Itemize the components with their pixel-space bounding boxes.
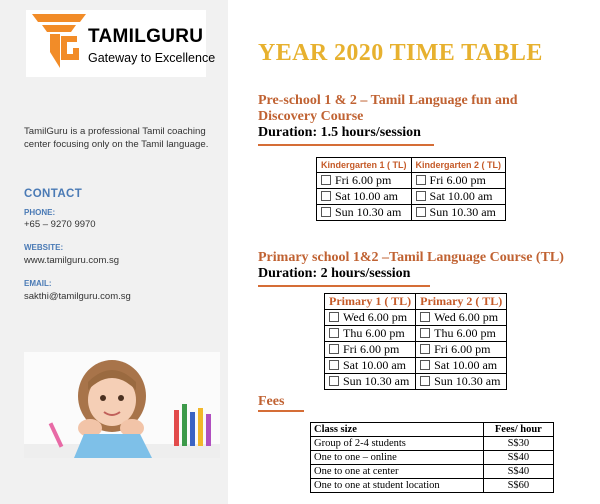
fees-underline bbox=[258, 410, 304, 412]
table-row bbox=[325, 342, 507, 358]
session-time: Sat 10.00 am bbox=[434, 358, 498, 372]
class-size: One to one at center bbox=[311, 465, 484, 479]
tamilguru-logo-icon bbox=[30, 12, 88, 74]
preschool-heading-line2: Discovery Course bbox=[258, 109, 364, 124]
sidebar bbox=[0, 0, 228, 504]
table-row bbox=[311, 437, 554, 451]
checkbox-icon bbox=[329, 328, 339, 338]
checkbox-icon bbox=[329, 376, 339, 386]
preschool-heading-line1: Pre-school 1 & 2 – Tamil Language fun and bbox=[258, 93, 518, 108]
session-time: Sat 10.00 am bbox=[429, 189, 493, 203]
table-row bbox=[325, 374, 507, 390]
column-header: Primary 1 ( TL) bbox=[325, 294, 416, 310]
checkbox-icon bbox=[416, 175, 426, 185]
primary-underline bbox=[258, 285, 430, 287]
phone-value: +65 – 9270 9970 bbox=[24, 219, 96, 230]
website-link[interactable]: www.tamilguru.com.sg bbox=[24, 255, 120, 266]
phone-label: PHONE: bbox=[24, 208, 56, 217]
table-row bbox=[317, 173, 506, 189]
session-time: Thu 6.00 pm bbox=[434, 326, 496, 340]
checkbox-icon bbox=[329, 344, 339, 354]
session-time: Wed 6.00 pm bbox=[434, 310, 499, 324]
checkbox-icon bbox=[420, 360, 430, 370]
preschool-underline bbox=[258, 144, 434, 146]
column-header: Kindergarten 2 ( TL) bbox=[411, 158, 506, 173]
session-time: Sun 10.30 am bbox=[343, 374, 410, 388]
session-time: Wed 6.00 pm bbox=[343, 310, 408, 324]
table-header-row bbox=[311, 423, 554, 437]
checkbox-icon bbox=[420, 344, 430, 354]
preschool-duration: Duration: 1.5 hours/session bbox=[258, 125, 421, 140]
session-time: Fri 6.00 pm bbox=[434, 342, 491, 356]
email-link[interactable]: sakthi@tamilguru.com.sg bbox=[24, 291, 131, 302]
logo-title: TAMILGURU bbox=[88, 26, 204, 47]
session-time: Sun 10.30 am bbox=[429, 205, 496, 219]
fee-value: S$30 bbox=[483, 437, 553, 451]
table-row bbox=[325, 358, 507, 374]
about-text: TamilGuru is a professional Tamil coaching center focusing only on the Tamil language. bbox=[24, 126, 209, 150]
session-time: Fri 6.00 pm bbox=[429, 173, 486, 187]
table-row bbox=[317, 189, 506, 205]
session-time: Sun 10.30 am bbox=[335, 205, 402, 219]
table-row bbox=[311, 465, 554, 479]
logo bbox=[26, 10, 216, 77]
class-size: One to one – online bbox=[311, 451, 484, 465]
website-label: WEBSITE: bbox=[24, 243, 64, 252]
table-header-row bbox=[325, 294, 507, 310]
checkbox-icon bbox=[420, 312, 430, 322]
column-header: Primary 2 ( TL) bbox=[416, 294, 507, 310]
logo-tagline: Gateway to Excellence bbox=[88, 51, 216, 65]
class-size: Group of 2-4 students bbox=[311, 437, 484, 451]
session-time: Sat 10.00 am bbox=[335, 189, 398, 203]
table-header-row bbox=[317, 158, 506, 173]
primary-heading: Primary school 1&2 –Tamil Language Course (TL) bbox=[258, 250, 564, 265]
session-time: Thu 6.00 pm bbox=[343, 326, 405, 340]
fees-table bbox=[310, 422, 554, 493]
table-row bbox=[317, 205, 506, 221]
session-time: Sat 10.00 am bbox=[343, 358, 406, 372]
session-time: Fri 6.00 pm bbox=[335, 173, 392, 187]
fee-value: S$60 bbox=[483, 479, 553, 493]
class-size: One to one at student location bbox=[311, 479, 484, 493]
column-header: Fees/ hour bbox=[483, 423, 553, 437]
email-label: EMAIL: bbox=[24, 279, 52, 288]
column-header: Kindergarten 1 ( TL) bbox=[317, 158, 412, 173]
table-row bbox=[325, 326, 507, 342]
preschool-timetable bbox=[316, 157, 506, 221]
checkbox-icon bbox=[420, 376, 430, 386]
checkbox-icon bbox=[321, 191, 331, 201]
fee-value: S$40 bbox=[483, 451, 553, 465]
checkbox-icon bbox=[416, 191, 426, 201]
checkbox-icon bbox=[321, 207, 331, 217]
session-time: Fri 6.00 pm bbox=[343, 342, 400, 356]
checkbox-icon bbox=[416, 207, 426, 217]
page-title: YEAR 2020 TIME TABLE bbox=[258, 40, 543, 66]
fee-value: S$40 bbox=[483, 465, 553, 479]
session-time: Sun 10.30 am bbox=[434, 374, 501, 388]
child-illustration-icon bbox=[24, 352, 220, 458]
table-row bbox=[311, 479, 554, 493]
contact-heading: CONTACT bbox=[24, 188, 83, 200]
table-row bbox=[311, 451, 554, 465]
fees-heading: Fees bbox=[258, 394, 285, 409]
checkbox-icon bbox=[321, 175, 331, 185]
table-row bbox=[325, 310, 507, 326]
child-photo bbox=[24, 352, 220, 458]
checkbox-icon bbox=[420, 328, 430, 338]
primary-duration: Duration: 2 hours/session bbox=[258, 266, 411, 281]
checkbox-icon bbox=[329, 360, 339, 370]
column-header: Class size bbox=[311, 423, 484, 437]
checkbox-icon bbox=[329, 312, 339, 322]
primary-timetable bbox=[324, 293, 507, 390]
